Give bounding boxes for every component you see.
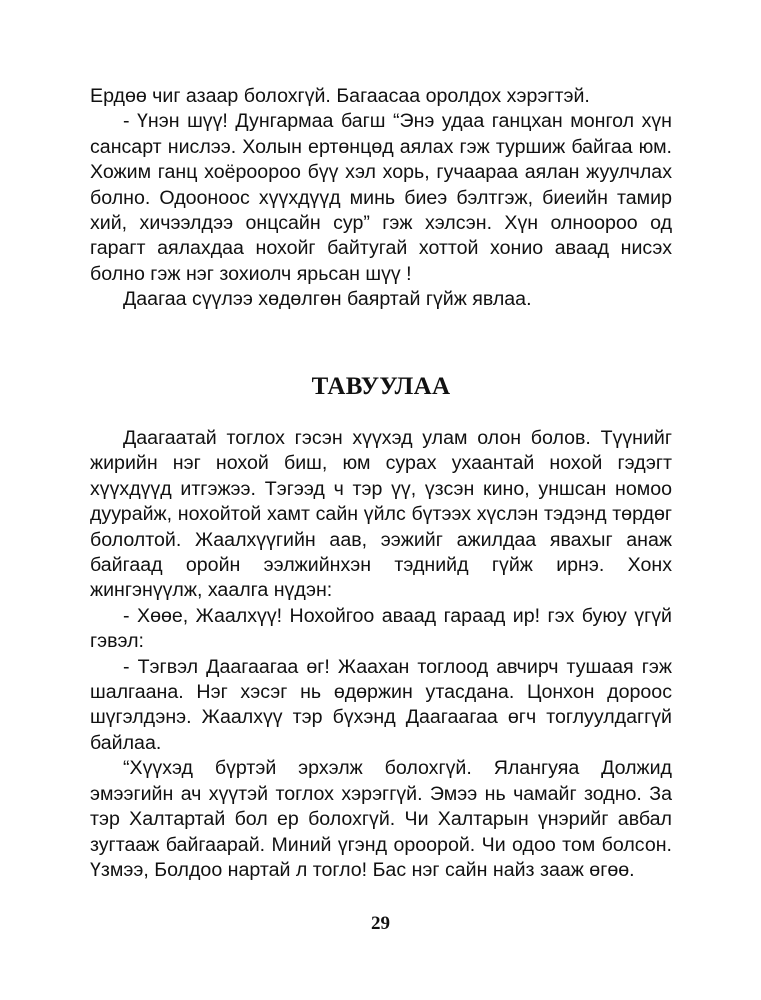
paragraph: - Тэгвэл Даагаагаа өг! Жаахан тоглоод авчирч тушаая гэж шалгаана. Нэг хэсэг нь өдөржин утасдана. Цонхон дороос шүгэлдэнэ. Жаалхүү тэр бүхэнд Даагаагаа өгч тоглуулдаггүй байлаа.	[90, 655, 672, 754]
paragraph: Ердөө чиг азаар болохгүй. Багаасаа оролдох хэрэгтэй.	[90, 85, 590, 107]
previous-chapter-ending	[90, 84, 672, 313]
chapter-title: ТАВУУЛАА	[311, 373, 451, 400]
paragraph: Даагаатай тоглох гэсэн хүүхэд улам олон болов. Түүнийг жирийн нэг нохой биш, юм сурах ухаантай нохой гэдэгт хүүхдүүд итгэжээ. Тэгээд ч тэр үү, үзсэн кино, уншсан номоо дуурайж, нохойтой хамт сайн үйлс бүтээх хүслэн тэдэнд төрдөг бололтой. Жаалхүүгийн аав, ээжийг ажилдаа явахыг анаж байгаад оройн ээлжийнхэн тэднийд гүйж ирнэ. Хонх жингэнүүлж, хаалга нүдэн:	[90, 427, 672, 602]
paragraph: - Үнэн шүү! Дунгармаа багш “Энэ удаа ганцхан монгол хүн сансарт нислээ. Холын ертөнцөд аялах гэж туршиж байгаа юм. Хожим ганц хоёроороо бүү хэл хорь, гучаараа аялан жуулчлах болно. Одооноос хүүхдүүд минь биеэ бэлтгэж, биеийн тамир хий, хичээлдээ онцсайн сур” гэж хэлсэн. Хүн олноороо од гарагт аялахдаа нохойг байтугай хоттой хонио аваад нисэх болно гэж нэг зохиолч ярьсан шүү !	[90, 110, 672, 285]
chapter-body	[90, 426, 672, 883]
paragraph: Даагаа сүүлээ хөдөлгөн баяртай гүйж явлаа.	[123, 288, 532, 311]
page-number: 29	[371, 913, 390, 934]
paragraph: “Хүүхэд бүртэй эрхэлж болохгүй. Ялангуяа Должид эмээгийн ач хүүтэй тоглох хэрэггүй. Эмээ нь чамайг зодно. За тэр Халтартай бол ер болохгүй. Чи Халтарын үнэрийг авбал зугтааж байгаарай. Миний үгэнд ороорой. Чи одоо том болсон. Үзмээ, Болдоо нартай л тогло! Бас нэг сайн найз зааж өгөө.	[90, 757, 672, 881]
paragraph: - Хөөе, Жаалхүү! Нохойгоо аваад гараад ир! гэх буюу үгүй гэвэл:	[90, 604, 672, 653]
